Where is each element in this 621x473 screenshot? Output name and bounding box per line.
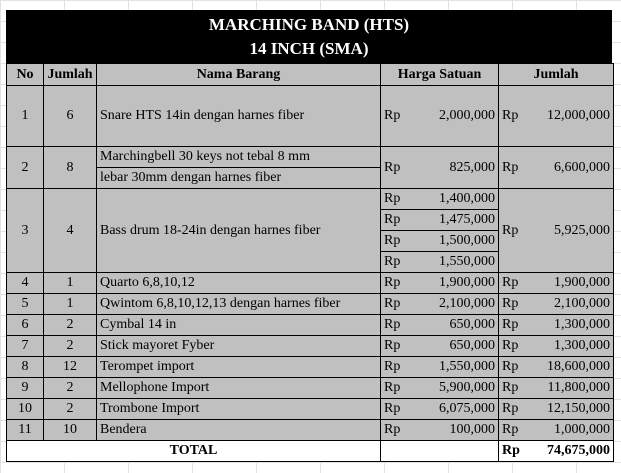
total-empty-cell[interactable] bbox=[381, 441, 499, 462]
total-value: 18,600,000 bbox=[547, 359, 610, 374]
cell-no[interactable]: 4 bbox=[7, 273, 44, 294]
cell-no[interactable]: 10 bbox=[7, 399, 44, 420]
cell-name[interactable]: Qwintom 6,8,10,12,13 dengan harnes fiber bbox=[97, 294, 381, 315]
table-row bbox=[7, 86, 614, 147]
currency-label: Rp bbox=[384, 359, 401, 374]
total-value: 1,300,000 bbox=[554, 338, 610, 353]
currency-label: Rp bbox=[502, 401, 519, 416]
cell-name[interactable]: Trombone Import bbox=[97, 399, 381, 420]
currency-label: Rp bbox=[384, 338, 401, 353]
price-value: 2,100,000 bbox=[439, 296, 495, 311]
header-unit-price: Harga Satuan bbox=[381, 64, 499, 86]
cell-qty[interactable]: 6 bbox=[44, 86, 97, 147]
cell-unit-price[interactable] bbox=[381, 86, 499, 147]
cell-no[interactable]: 11 bbox=[7, 420, 44, 441]
table-row bbox=[7, 378, 614, 399]
cell-no[interactable]: 5 bbox=[7, 294, 44, 315]
cell-total[interactable] bbox=[499, 189, 614, 273]
cell-name-line-2[interactable]: lebar 30mm dengan harnes fiber bbox=[97, 168, 381, 189]
cell-total[interactable] bbox=[499, 357, 614, 378]
currency-label: Rp bbox=[502, 359, 519, 374]
cell-unit-price[interactable] bbox=[381, 420, 499, 441]
cell-qty[interactable]: 1 bbox=[44, 273, 97, 294]
table-row bbox=[7, 273, 614, 294]
cell-no[interactable]: 6 bbox=[7, 315, 44, 336]
cell-total[interactable] bbox=[499, 273, 614, 294]
cell-unit-price[interactable] bbox=[381, 252, 499, 273]
table-row bbox=[7, 336, 614, 357]
currency-label: Rp bbox=[384, 159, 401, 175]
currency-label: Rp bbox=[384, 380, 401, 395]
currency-label: Rp bbox=[502, 275, 519, 290]
cell-name[interactable]: Bass drum 18-24in dengan harnes fiber bbox=[97, 189, 381, 273]
cell-no[interactable]: 7 bbox=[7, 336, 44, 357]
price-value: 1,400,000 bbox=[439, 191, 495, 206]
price-value: 1,475,000 bbox=[439, 212, 495, 227]
cell-name[interactable]: Quarto 6,8,10,12 bbox=[97, 273, 381, 294]
cell-total[interactable] bbox=[499, 147, 614, 189]
currency-label: Rp bbox=[384, 191, 401, 206]
cell-name[interactable]: Snare HTS 14in dengan harnes fiber bbox=[97, 86, 381, 147]
currency-label: Rp bbox=[502, 443, 520, 458]
price-value: 1,550,000 bbox=[439, 359, 495, 374]
table-row bbox=[7, 294, 614, 315]
cell-total[interactable] bbox=[499, 336, 614, 357]
header-total: Jumlah bbox=[499, 64, 614, 86]
cell-name-line-1[interactable]: Marchingbell 30 keys not tebal 8 mm bbox=[97, 147, 381, 168]
currency-label: Rp bbox=[502, 222, 519, 238]
cell-qty[interactable]: 1 bbox=[44, 294, 97, 315]
currency-label: Rp bbox=[502, 108, 519, 123]
total-value: 2,100,000 bbox=[554, 296, 610, 311]
cell-no[interactable]: 9 bbox=[7, 378, 44, 399]
total-value: 5,925,000 bbox=[554, 222, 610, 238]
cell-qty[interactable]: 2 bbox=[44, 336, 97, 357]
header-no: No bbox=[7, 64, 44, 86]
table-row bbox=[7, 357, 614, 378]
cell-no[interactable]: 1 bbox=[7, 86, 44, 147]
cell-unit-price[interactable] bbox=[381, 273, 499, 294]
total-value: 1,300,000 bbox=[554, 317, 610, 332]
cell-unit-price[interactable] bbox=[381, 378, 499, 399]
cell-qty[interactable]: 2 bbox=[44, 378, 97, 399]
cell-unit-price[interactable] bbox=[381, 189, 499, 210]
currency-label: Rp bbox=[502, 296, 519, 311]
total-value: 11,800,000 bbox=[547, 380, 610, 395]
cell-unit-price[interactable] bbox=[381, 210, 499, 231]
header-row bbox=[7, 64, 614, 86]
price-value: 100,000 bbox=[449, 422, 495, 437]
price-value: 6,075,000 bbox=[439, 401, 495, 416]
cell-qty[interactable]: 2 bbox=[44, 399, 97, 420]
cell-no[interactable]: 8 bbox=[7, 357, 44, 378]
table-row bbox=[7, 189, 614, 210]
cell-name[interactable]: Terompet import bbox=[97, 357, 381, 378]
price-value: 1,500,000 bbox=[439, 233, 495, 248]
currency-label: Rp bbox=[502, 338, 519, 353]
cell-name[interactable]: Mellophone Import bbox=[97, 378, 381, 399]
cell-qty[interactable]: 10 bbox=[44, 420, 97, 441]
cell-name[interactable]: Stick mayoret Fyber bbox=[97, 336, 381, 357]
cell-total[interactable] bbox=[499, 315, 614, 336]
cell-qty[interactable]: 12 bbox=[44, 357, 97, 378]
header-name: Nama Barang bbox=[97, 64, 381, 86]
total-row bbox=[7, 441, 614, 462]
cell-total[interactable] bbox=[499, 378, 614, 399]
cell-name[interactable]: Cymbal 14 in bbox=[97, 315, 381, 336]
total-value: 12,150,000 bbox=[547, 401, 610, 416]
table-row bbox=[7, 147, 614, 168]
price-value: 1,550,000 bbox=[439, 254, 495, 269]
grand-total-cell[interactable] bbox=[499, 441, 614, 462]
title-line-2: 14 INCH (SMA) bbox=[249, 38, 369, 58]
currency-label: Rp bbox=[502, 422, 519, 437]
cell-name[interactable]: Bendera bbox=[97, 420, 381, 441]
total-label[interactable]: TOTAL bbox=[7, 441, 381, 462]
currency-label: Rp bbox=[502, 317, 519, 332]
table-row bbox=[7, 315, 614, 336]
currency-label: Rp bbox=[384, 212, 401, 227]
cell-qty[interactable]: 4 bbox=[44, 189, 97, 273]
cell-unit-price[interactable] bbox=[381, 294, 499, 315]
price-value: 825,000 bbox=[449, 159, 495, 175]
table-row bbox=[7, 399, 614, 420]
currency-label: Rp bbox=[384, 233, 401, 248]
cell-no[interactable]: 2 bbox=[7, 147, 44, 189]
table-row bbox=[7, 420, 614, 441]
currency-label: Rp bbox=[384, 275, 401, 290]
price-value: 650,000 bbox=[449, 338, 495, 353]
cell-qty[interactable]: 8 bbox=[44, 147, 97, 189]
price-value: 1,900,000 bbox=[439, 275, 495, 290]
cell-unit-price[interactable] bbox=[381, 231, 499, 252]
cell-unit-price[interactable] bbox=[381, 336, 499, 357]
cell-total[interactable] bbox=[499, 86, 614, 147]
currency-label: Rp bbox=[384, 422, 401, 437]
title-line-1: MARCHING BAND (HTS) bbox=[208, 14, 410, 34]
grand-total-value: 74,675,000 bbox=[547, 443, 610, 458]
cell-total[interactable] bbox=[499, 420, 614, 441]
total-value: 1,000,000 bbox=[554, 422, 610, 437]
total-value: 6,600,000 bbox=[554, 159, 610, 175]
currency-label: Rp bbox=[384, 254, 401, 269]
header-qty: Jumlah bbox=[44, 64, 97, 86]
cell-unit-price[interactable] bbox=[381, 399, 499, 420]
currency-label: Rp bbox=[502, 380, 519, 395]
cell-unit-price[interactable] bbox=[381, 147, 499, 189]
total-value: 12,000,000 bbox=[547, 108, 610, 123]
currency-label: Rp bbox=[384, 401, 401, 416]
price-value: 2,000,000 bbox=[439, 108, 495, 123]
cell-unit-price[interactable] bbox=[381, 357, 499, 378]
currency-label: Rp bbox=[502, 159, 519, 175]
price-value: 5,900,000 bbox=[439, 380, 495, 395]
cell-total[interactable] bbox=[499, 294, 614, 315]
cell-no[interactable]: 3 bbox=[7, 189, 44, 273]
price-value: 650,000 bbox=[449, 317, 495, 332]
currency-label: Rp bbox=[384, 108, 401, 123]
currency-label: Rp bbox=[384, 317, 401, 332]
cell-qty[interactable]: 2 bbox=[44, 315, 97, 336]
table-title bbox=[6, 10, 612, 63]
cell-unit-price[interactable] bbox=[381, 315, 499, 336]
price-table bbox=[6, 63, 614, 462]
currency-label: Rp bbox=[384, 296, 401, 311]
cell-total[interactable] bbox=[499, 399, 614, 420]
total-value: 1,900,000 bbox=[554, 275, 610, 290]
